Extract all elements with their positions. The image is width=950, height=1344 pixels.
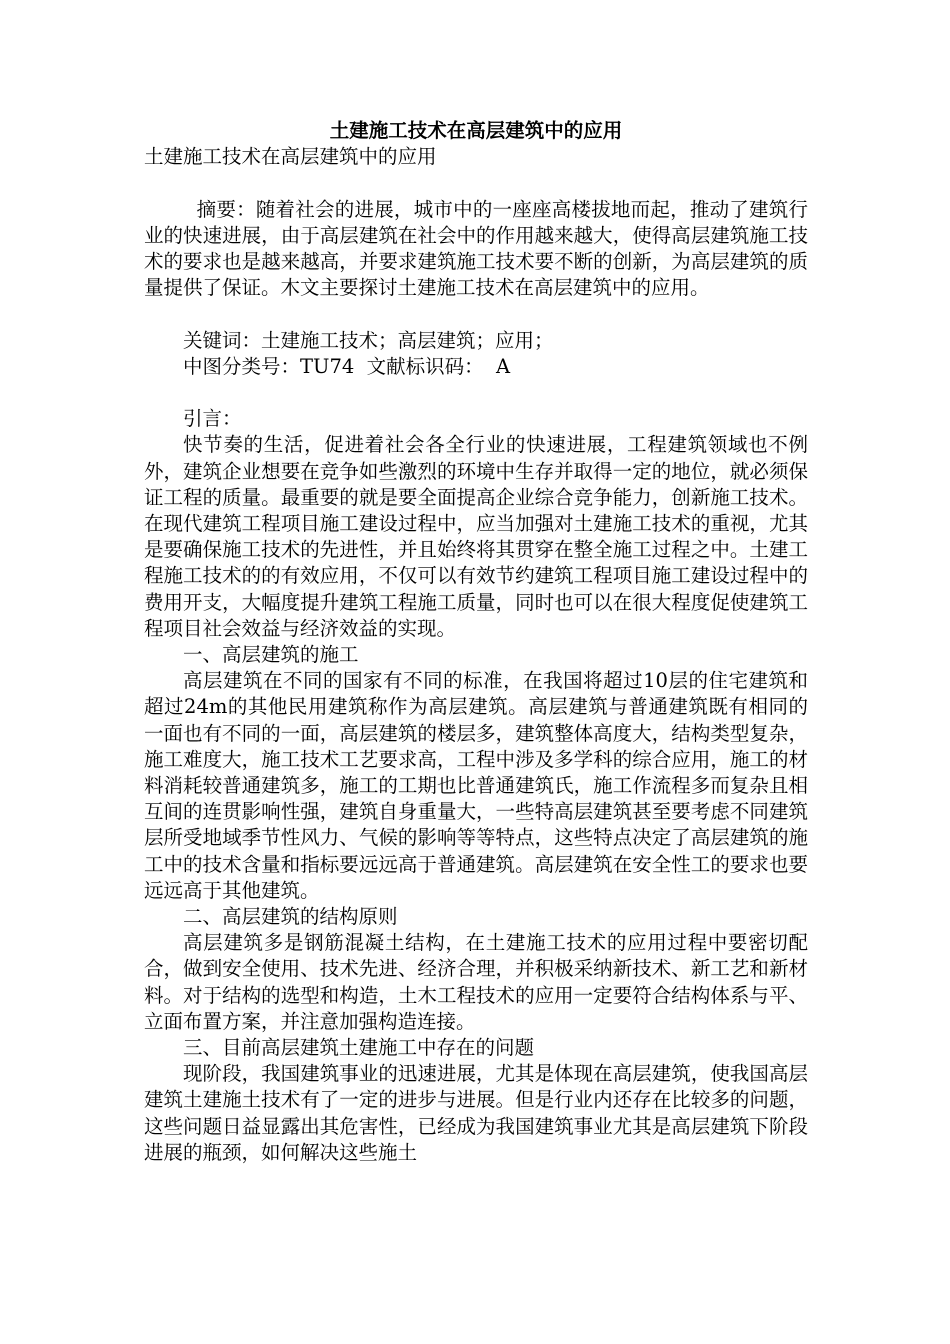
section-2-heading: 二、高层建筑的结构原则 (183, 905, 398, 929)
blank-line (144, 380, 808, 406)
section-1-paragraph: 高层建筑在不同的国家有不同的标准，在我国将超过10层的住宅建筑和超过24m的其他民用建筑称作为高层建筑。高层建筑与普通建筑既有相同的一面也有不同的一面，高层建筑的楼层多，建筑整体高度大，结构类型复杂，施工难度大，施工技术工艺要求高，工程中涉及多学科的综合应用，施工的材料消耗较普通建筑多，施工的工期也比普通建筑氏，施工作流程多而复杂且相互间的连贯影响性强，建筑自身重量大，一些特高层建筑甚至要考虑不同建筑层所受地域季节性风力、气候的影响等等特点，这些特点决定了高层建筑的施工中的技术含量和指标要远远高于普通建筑。高层建筑在安全性工的要求也要远远高于其他建筑。 (144, 669, 808, 902)
intro-heading: 引言： (183, 407, 242, 431)
section-3-heading: 三、目前高层建筑土建施工中存在的问题 (183, 1036, 535, 1060)
classification-line: 中图分类号：TU74 文献标识码： A (183, 354, 511, 378)
intro-paragraph: 快节奏的生活，促进着社会各全行业的快速进展，工程建筑领域也不例外，建筑企业想要在竞争如些激烈的环境中生存并取得一定的地位，就必须保证工程的质量。最重要的就是要全面提高企业综合竞争能力，创新施工技术。在现代建筑工程项目施工建设过程中，应当加强对土建施工技术的重视，尤其是要确保施工技术的先进性，并且始终将其贯穿在整全施工过程之中。土建工程施工技术的的有效应用，不仅可以有效节约建筑工程项目施工建设过程中的费用开支，大幅度提升建筑工程施工质量，同时也可以在很大程度促使建筑工程项目社会效益与经济效益的实现。 (144, 433, 808, 640)
abstract-paragraph: 摘要：随着社会的进展，城市中的一座座高楼拔地而起，推动了建筑行业的快速进展，由于高层建筑在社会中的作用越来越大，使得高层建筑施工技术的要求也是越来越高，并要求建筑施工技术要不断的创新，为高层建筑的质量提供了保证。木文主要探讨土建施工技术在高层建筑中的应用。 (144, 197, 808, 300)
document-subtitle: 土建施工技术在高层建筑中的应用 (144, 145, 437, 169)
blank-line (144, 170, 808, 196)
section-1-heading: 一、高层建筑的施工 (183, 643, 359, 667)
document-body (144, 118, 808, 1166)
keywords-line: 关键词：土建施工技术；高层建筑；应用； (183, 328, 554, 352)
section-2-paragraph: 高层建筑多是钢筋混凝土结构，在土建施工技术的应用过程中要密切配合，做到安全使用、技术先进、经济合理，并积极采纳新技术、新工艺和新材料。对于结构的选型和构造，土木工程技术的应用一定要符合结构体系与平、立面布置方案，并注意加强构造连接。 (144, 931, 808, 1033)
blank-line (144, 301, 808, 327)
document-title: 土建施工技术在高层建筑中的应用 (329, 119, 623, 142)
section-3-paragraph: 现阶段，我国建筑事业的迅速进展，尤其是体现在高层建筑，使我国高层建筑土建施土技术有了一定的进步与进展。但是行业内还存在比较多的问题，这些问题日益显露出其危害性，已经成为我国建筑事业尤其是高层建筑下阶段进展的瓶颈，如何解决这些施土 (144, 1062, 808, 1164)
